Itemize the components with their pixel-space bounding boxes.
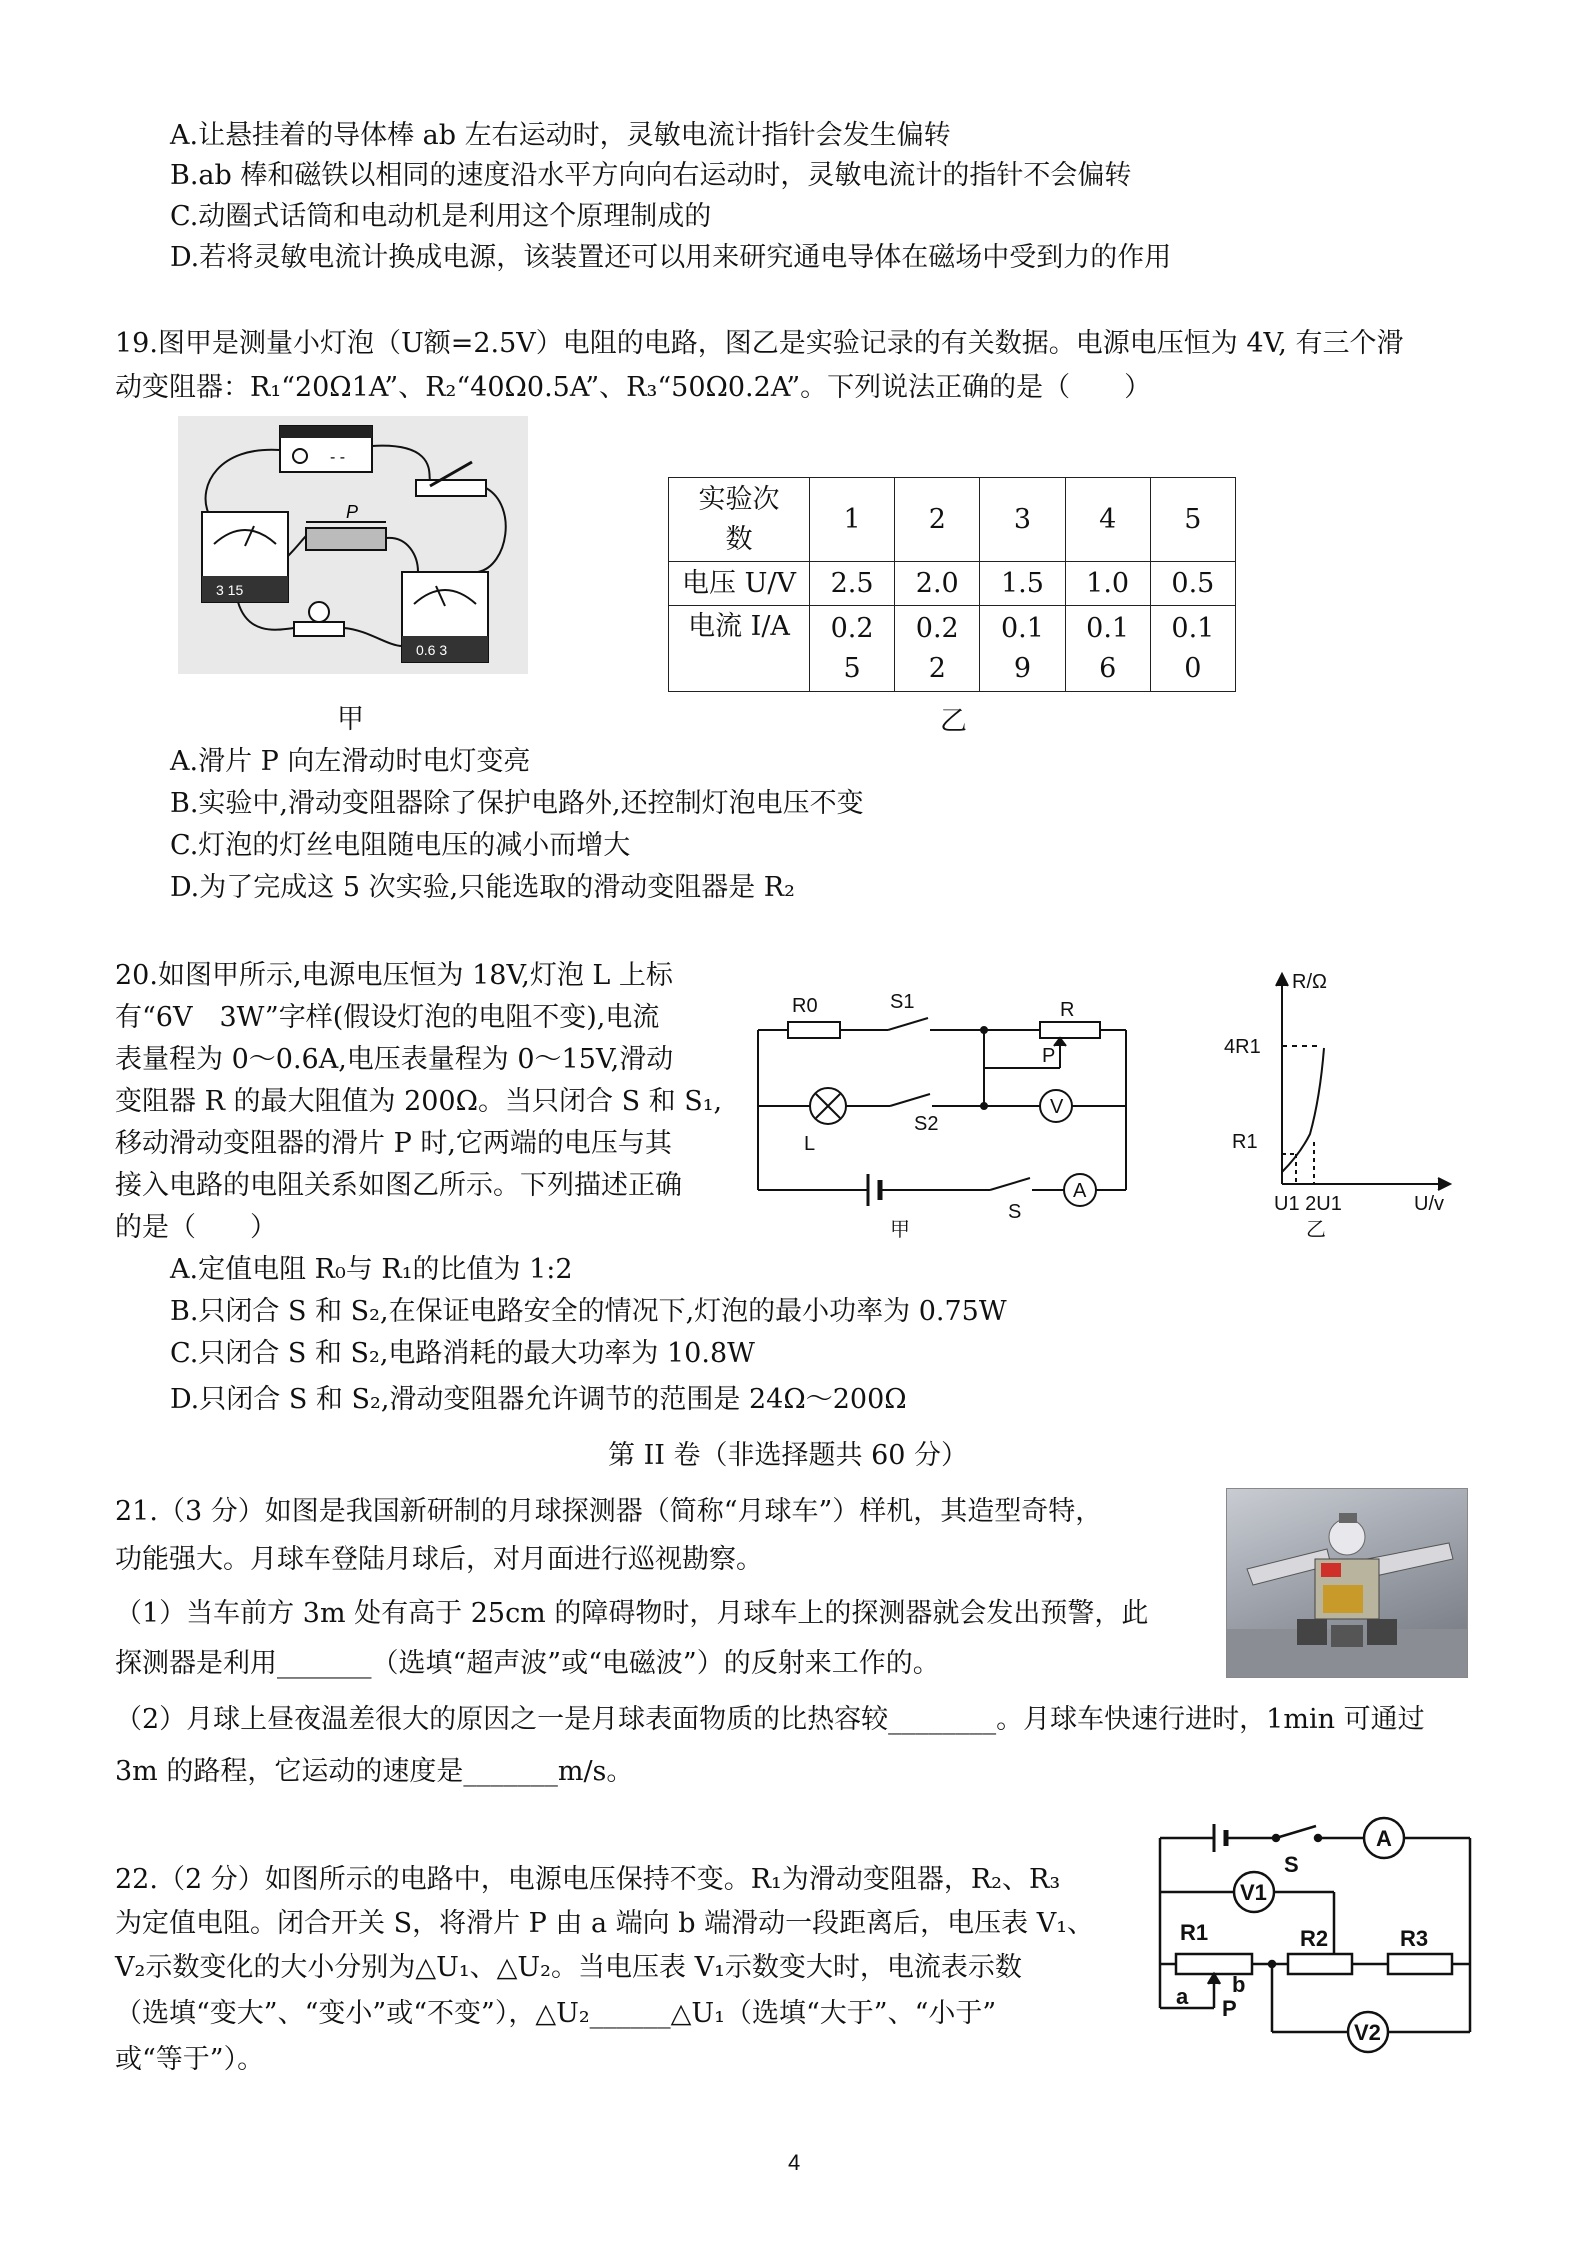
table-voltage-cell: 1.0 [1065,562,1150,606]
q19-option-c: C.灯泡的灯丝电阻随电压的减小而增大 [170,830,631,861]
q20-stem-line4: 变阻器 R 的最大阻值为 200Ω。当只闭合 S 和 S₁, [115,1086,723,1117]
label-r3: R3 [1400,1926,1429,1951]
table-voltage-cell: 2.5 [810,562,895,606]
table-current-label: 电流 I/A [669,606,810,692]
table-current-cell: 0.2 2 [895,606,980,692]
q19-data-table [668,477,1236,692]
label-r1: R1 [1180,1920,1209,1945]
q21-line2: 功能强大。月球车登陆月球后，对月面进行巡视勘察。 [115,1544,763,1575]
label-ammeter: A [1376,1826,1392,1851]
q19-fig-label-yi: 乙 [940,706,967,737]
q21-line3: （1）当车前方 3m 处有高于 25cm 的障碍物时，月球车上的探测器就会发出预警，此 [115,1598,1149,1629]
label-b-end: b [1232,1972,1246,1997]
table-header-cell: 2 [895,478,980,562]
table-voltage-cell: 1.5 [980,562,1065,606]
label-r: R [1060,999,1075,1021]
label-a-end: a [1176,1984,1189,2009]
label-v2: V2 [1354,2020,1381,2045]
q21-line6: 3m 的路程，它运动的速度是_______m/s。 [115,1756,634,1787]
label-s: S [1008,1201,1022,1223]
label-l: L [804,1133,816,1155]
table-current-cell: 0.2 5 [810,606,895,692]
q20-circuit-figure [740,980,1140,1240]
q19-stem-line2: 动变阻器：R₁“20Ω1A”、R₂“40Ω0.5A”、R₃“50Ω0.2A”。下列说法正确的是（ ） [115,372,1152,403]
ammeter-range: 0.6 3 [416,642,448,658]
label-a: A [1073,1180,1087,1202]
table-current-cell: 0.1 0 [1150,606,1235,692]
q18-option-d: D.若将灵敏电流计换成电源，该装置还可以用来研究通电导体在磁场中受到力的作用 [170,242,1172,273]
q20-option-b: B.只闭合 S 和 S₂,在保证电路安全的情况下,灯泡的最小功率为 0.75W [170,1296,1007,1327]
label-p: P [1222,1996,1237,2021]
graph-ytick-4r1: 4R1 [1224,1036,1261,1058]
label-r2: R2 [1300,1926,1329,1951]
q19-apparatus-figure [178,416,528,674]
label-s2: S2 [914,1113,939,1135]
lunar-rover-photo [1226,1488,1468,1678]
voltmeter-range: 3 15 [216,582,244,598]
svg-text:- -: - - [330,449,346,466]
graph-ytick-r1: R1 [1232,1131,1258,1153]
q22-line4: （选填“变大”、“变小”或“不变”），△U₂______△U₁（选填“大于”、“小于” [115,1998,997,2029]
q19-fig-label-jia: 甲 [337,704,364,735]
q22-line3: V₂示数变化的大小分别为△U₁、△U₂。当电压表 V₁示数变大时，电流表示数 [115,1952,1022,1983]
q19-option-a: A.滑片 P 向左滑动时电灯变亮 [170,746,531,777]
graph-xticks: U1 2U1 [1274,1193,1342,1215]
q20-stem-line1: 20.如图甲所示,电源电压恒为 18V,灯泡 L 上标 [115,960,673,991]
slider-label: P [346,502,359,522]
caption-yi: 乙 [1306,1219,1326,1240]
section-title: 第 II 卷（非选择题共 60 分） [608,1440,969,1471]
q20-stem-line5: 移动滑动变阻器的滑片 P 时,它两端的电压与其 [115,1128,672,1159]
q20-graph-figure [1196,958,1466,1240]
table-header-trial: 实验次 数 [669,478,810,562]
q19-stem-line1: 19.图甲是测量小灯泡（U额=2.5V）电阻的电路，图乙是实验记录的有关数据。电源电压恒为 4V, 有三个滑 [115,328,1404,359]
page-number: 4 [788,2150,801,2175]
graph-xlabel: U/v [1414,1193,1444,1215]
q21-line5: （2）月球上昼夜温差很大的原因之一是月球表面物质的比热容较________。月球车快速行进时，1min 可通过 [115,1704,1425,1735]
label-r0: R0 [792,995,818,1017]
q19-option-b: B.实验中,滑动变阻器除了保护电路外,还控制灯泡电压不变 [170,788,864,819]
q20-stem-line6: 接入电路的电阻关系如图乙所示。下列描述正确 [115,1170,682,1201]
table-voltage-cell: 2.0 [895,562,980,606]
label-s: S [1284,1852,1299,1877]
q22-circuit-figure [1150,1812,1480,2070]
q20-option-c: C.只闭合 S 和 S₂,电路消耗的最大功率为 10.8W [170,1338,755,1369]
caption-jia: 甲 [890,1219,910,1240]
q20-stem-line2: 有“6V 3W”字样(假设灯泡的电阻不变),电流 [115,1002,660,1033]
table-voltage-label: 电压 U/V [669,562,810,606]
q18-option-c: C.动圈式话筒和电动机是利用这个原理制成的 [170,201,712,232]
table-current-cell: 0.1 6 [1065,606,1150,692]
q22-line1: 22.（2 分）如图所示的电路中，电源电压保持不变。R₁为滑动变阻器，R₂、R₃ [115,1864,1061,1895]
table-voltage-cell: 0.5 [1150,562,1235,606]
table-header-cell: 5 [1150,478,1235,562]
table-header-cell: 4 [1065,478,1150,562]
label-p: P [1042,1045,1056,1067]
label-v1: V1 [1240,1880,1267,1905]
table-header-cell: 1 [810,478,895,562]
q19-option-d: D.为了完成这 5 次实验,只能选取的滑动变阻器是 R₂ [170,872,795,903]
q18-option-b: B.ab 棒和磁铁以相同的速度沿水平方向向右运动时，灵敏电流计的指针不会偏转 [170,160,1132,191]
q22-line5: 或“等于”）。 [115,2044,265,2075]
q18-option-a: A.让悬挂着的导体棒 ab 左右运动时，灵敏电流计指针会发生偏转 [170,120,951,151]
q21-line4: 探测器是利用_______（选填“超声波”或“电磁波”）的反射来工作的。 [115,1648,940,1679]
table-header-cell: 3 [980,478,1065,562]
q22-line2: 为定值电阻。闭合开关 S，将滑片 P 由 a 端向 b 端滑动一段距离后，电压表 V₁、 [115,1908,1095,1939]
label-s1: S1 [890,991,915,1013]
label-v: V [1050,1096,1064,1118]
q21-line1: 21.（3 分）如图是我国新研制的月球探测器（简称“月球车”）样机，其造型奇特， [115,1496,1103,1527]
q20-option-d: D.只闭合 S 和 S₂,滑动变阻器允许调节的范围是 24Ω～200Ω [170,1384,907,1415]
q20-stem-line7: 的是（ ） [115,1212,277,1243]
table-current-cell: 0.1 9 [980,606,1065,692]
q20-stem-line3: 表量程为 0～0.6A,电压表量程为 0～15V,滑动 [115,1044,674,1075]
graph-ylabel: R/Ω [1292,971,1327,993]
q20-option-a: A.定值电阻 R₀与 R₁的比值为 1:2 [170,1254,573,1285]
